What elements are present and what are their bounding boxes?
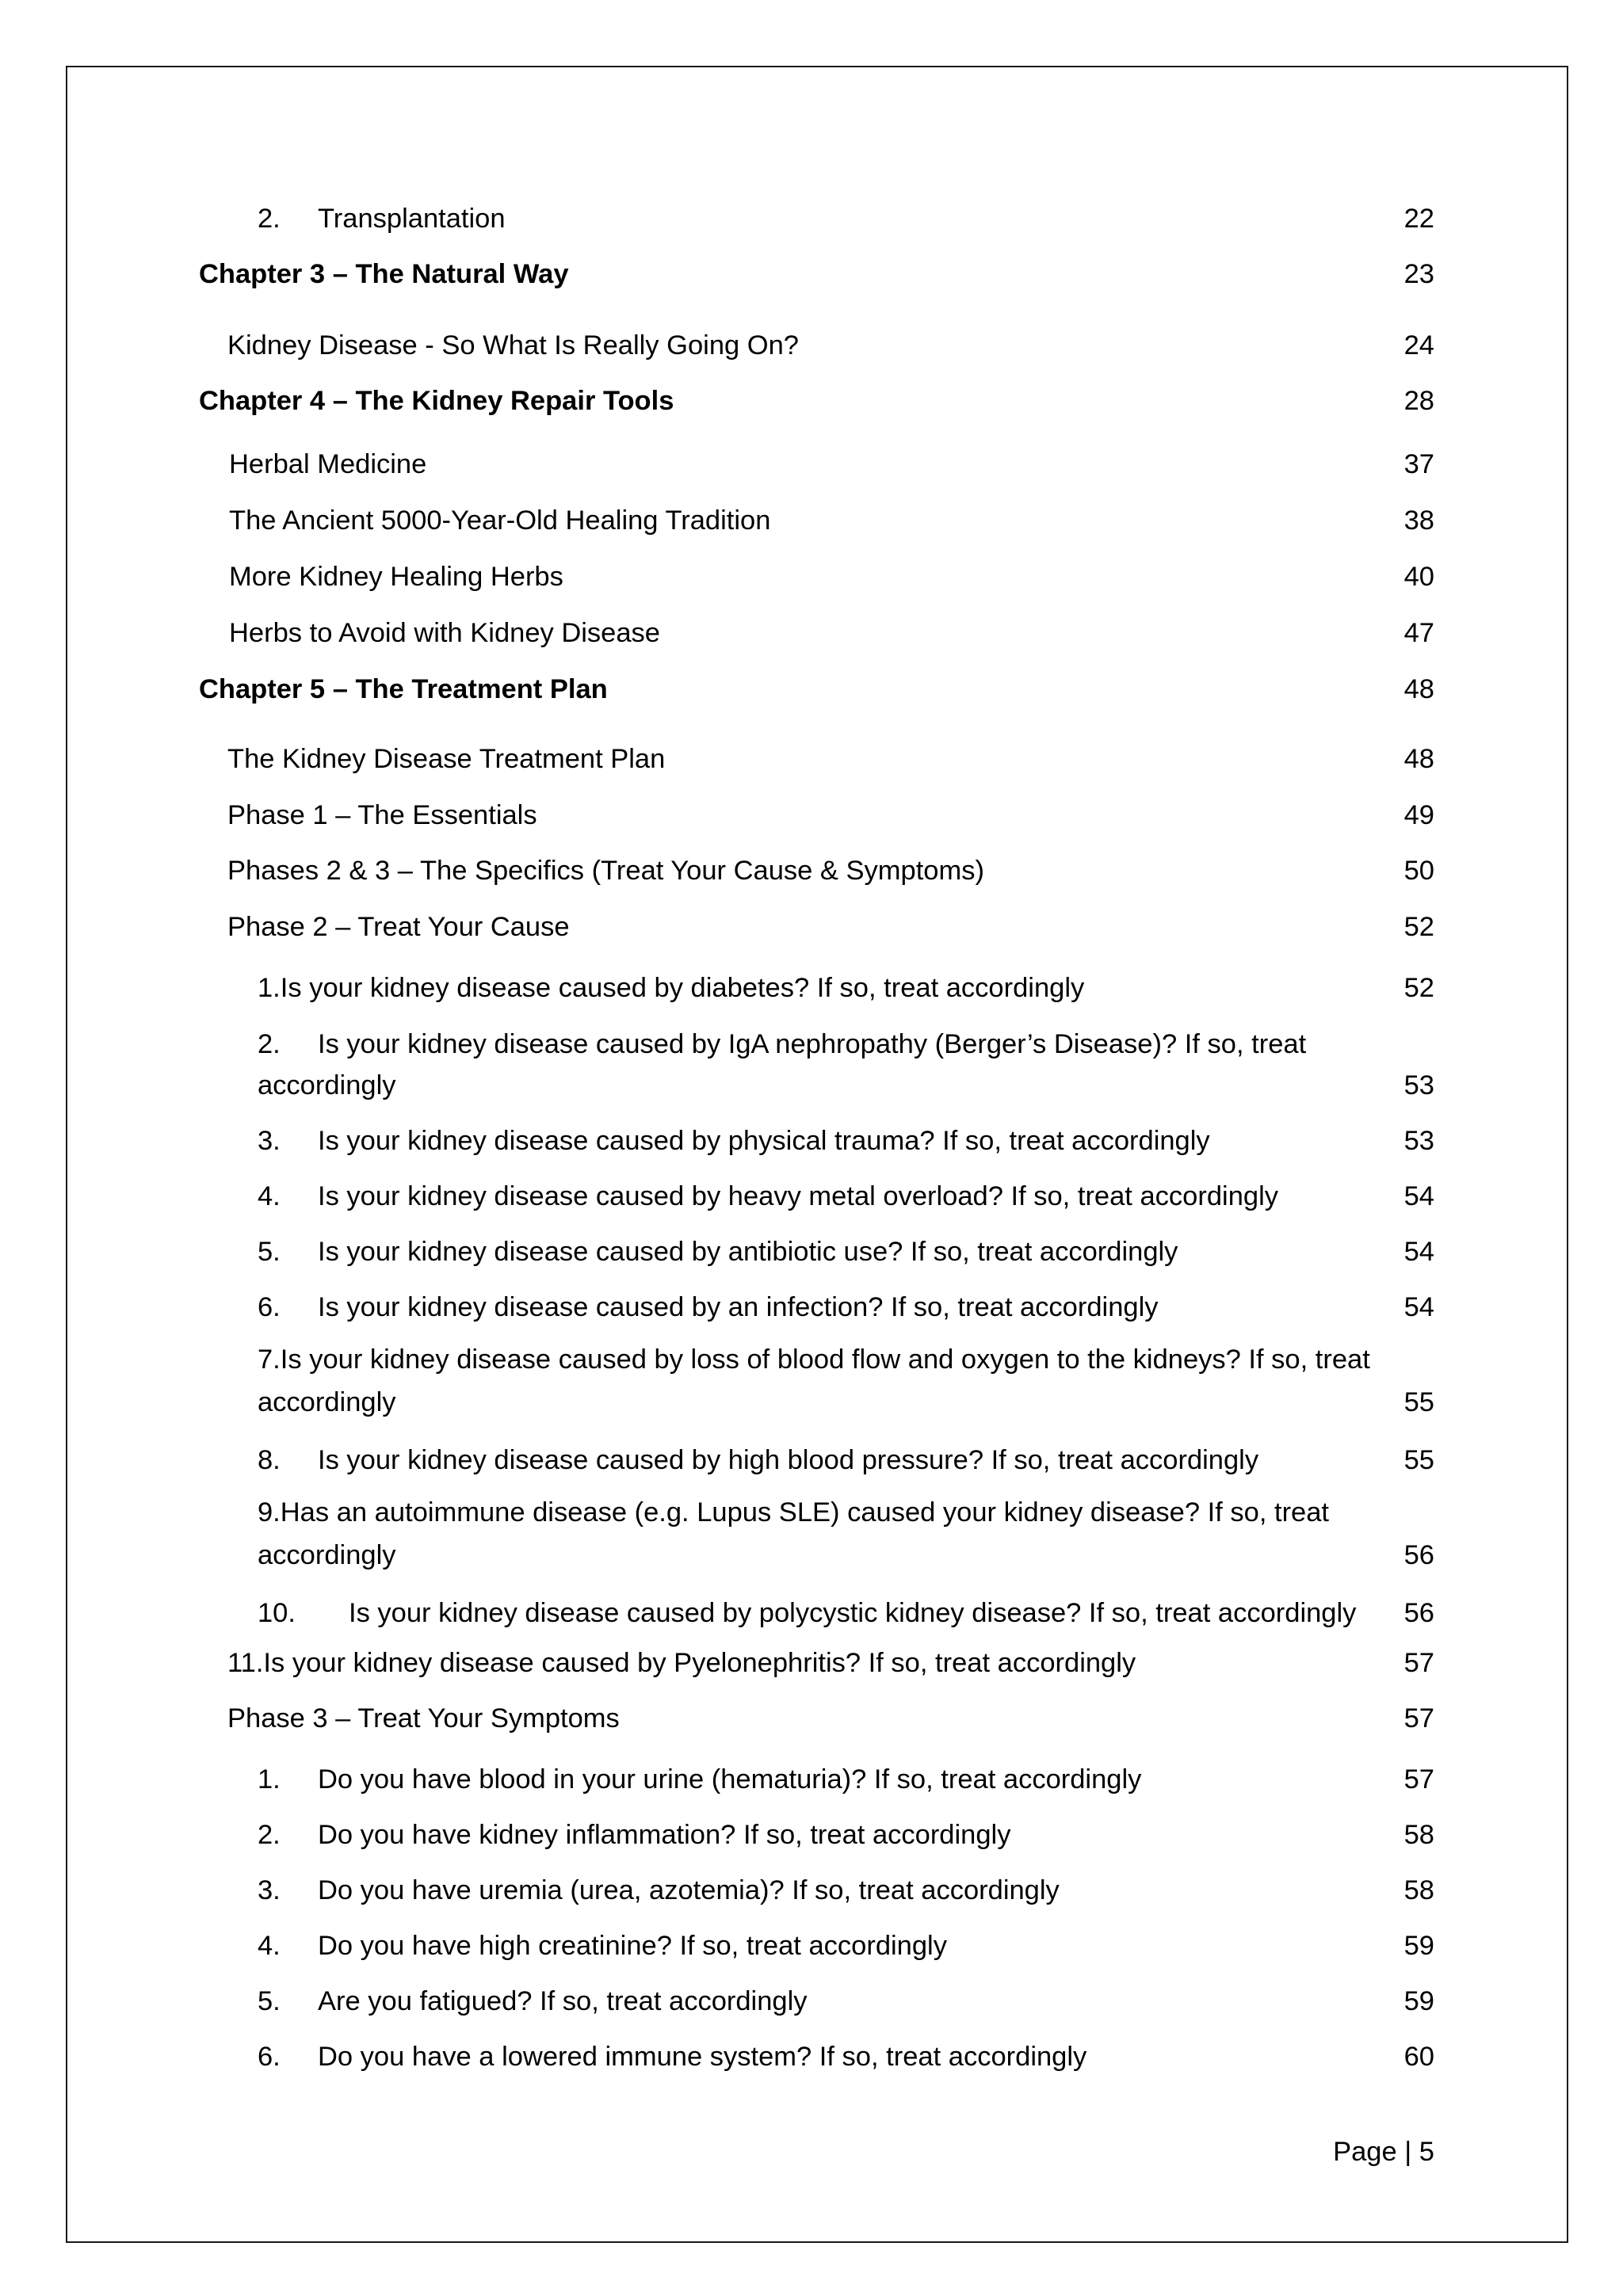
toc-page-number: 56 [1403,1540,1434,1570]
toc-entry-title: The Ancient 5000-Year-Old Healing Tradition [229,505,771,536]
toc-entry-title: Herbal Medicine [229,449,427,479]
toc-chapter-heading: Chapter 3 – The Natural Way [199,259,569,289]
toc-entry-fatigue [258,1985,808,2017]
toc-page-number: 28 [1403,386,1434,416]
toc-page-number: 57 [1403,1648,1434,1678]
toc-entry-number: 2. [258,204,281,234]
toc-page-number: 49 [1403,800,1434,830]
toc-entry-blood-pressure [258,1444,1258,1476]
toc-entry-number: 5. [258,1986,281,2016]
toc-entry-title: Kidney Disease - So What Is Really Going On? [227,330,799,360]
toc-entry-title: Do you have a lowered immune system? If so, treat accordingly [318,2042,1087,2072]
toc-entry-title: 7.Is your kidney disease caused by loss of blood flow and oxygen to the kidneys? If so, treat [258,1344,1370,1375]
toc-page-number: 57 [1403,1703,1434,1733]
toc-page-number: 37 [1403,449,1434,479]
toc-entry-title: 1.Is your kidney disease caused by diabetes? If so, treat accordingly [258,973,1085,1003]
toc-page-number: 59 [1403,1931,1434,1961]
toc-entry-title: Is your kidney disease caused by high blood pressure? If so, treat accordingly [318,1445,1259,1475]
toc-entry-title: Do you have uremia (urea, azotemia)? If so, treat accordingly [318,1875,1060,1905]
toc-entry-title: Phase 3 – Treat Your Symptoms [227,1703,620,1733]
toc-page-number: 56 [1403,1598,1434,1628]
toc-entry-antibiotic [258,1236,1178,1268]
toc-entry-title: 11.Is your kidney disease caused by Pyelonephritis? If so, treat accordingly [227,1648,1136,1678]
toc-page-number: 38 [1403,505,1434,536]
toc-page-number: 24 [1403,330,1434,360]
toc-entry-number: 6. [258,2042,281,2072]
toc-entry-number: 6. [258,1292,281,1322]
toc-entry-title: The Kidney Disease Treatment Plan [227,744,666,774]
toc-page-number: 60 [1403,2042,1434,2072]
toc-page-number: 52 [1403,912,1434,942]
toc-page-number: 58 [1403,1820,1434,1850]
toc-entry-title: Is your kidney disease caused by polycystic kidney disease? If so, treat accordingly [349,1598,1357,1628]
toc-entry-title: Transplantation [318,204,506,234]
toc-page-number: 50 [1403,856,1434,886]
toc-entry-polycystic [258,1597,1356,1629]
toc-page-number: 55 [1403,1387,1434,1417]
toc-entry-creatinine [258,1930,947,1962]
toc-entry-number: 10. [258,1598,296,1628]
toc-entry-number: 8. [258,1445,281,1475]
toc-page-number: 54 [1403,1181,1434,1211]
toc-entry-title: Is your kidney disease caused by heavy metal overload? If so, treat accordingly [318,1181,1278,1211]
toc-page-number: 54 [1403,1237,1434,1267]
toc-page-number: 48 [1403,674,1434,704]
toc-page-number: 54 [1403,1292,1434,1322]
toc-entry-transplantation [258,203,506,235]
toc-entry-title: Is your kidney disease caused by antibiotic use? If so, treat accordingly [318,1237,1178,1267]
toc-entry-title: Do you have kidney inflammation? If so, treat accordingly [318,1820,1011,1850]
toc-entry-inflammation [258,1819,1010,1851]
toc-entry-title: Phase 1 – The Essentials [227,800,537,830]
toc-entry-number: 3. [258,1126,281,1156]
toc-chapter-heading: Chapter 5 – The Treatment Plan [199,674,608,704]
toc-entry-continuation: accordingly [258,1070,396,1100]
toc-entry-title: Is your kidney disease caused by physical trauma? If so, treat accordingly [318,1126,1210,1156]
toc-entry-number: 2. [258,1820,281,1850]
toc-page-number: 58 [1403,1875,1434,1905]
toc-page-number: 40 [1403,562,1434,592]
toc-entry-trauma [258,1125,1210,1157]
toc-entry-title: 9.Has an autoimmune disease (e.g. Lupus SLE) caused your kidney disease? If so, treat [258,1497,1330,1527]
toc-entry-title: Phases 2 & 3 – The Specifics (Treat Your Cause & Symptoms) [227,856,984,886]
toc-entry-title: Are you fatigued? If so, treat accordingly [318,1986,808,2016]
toc-entry-number: 3. [258,1875,281,1905]
toc-entry-number: 4. [258,1181,281,1211]
toc-page-number: 55 [1403,1445,1434,1475]
page-footer: Page | 5 [1333,2137,1434,2167]
toc-page-number: 57 [1403,1764,1434,1794]
toc-entry-immune [258,2041,1086,2073]
toc-page-number: 52 [1403,973,1434,1003]
toc-entry-number: 1. [258,1764,281,1794]
toc-entry-iga [258,1028,1306,1060]
toc-entry-heavy-metal [258,1180,1278,1212]
toc-entry-number: 5. [258,1237,281,1267]
toc-page-number: 47 [1403,618,1434,648]
toc-entry-title: Is your kidney disease caused by IgA nephropathy (Berger’s Disease)? If so, treat [318,1029,1307,1059]
toc-entry-title: Is your kidney disease caused by an infection? If so, treat accordingly [318,1292,1159,1322]
toc-page-number: 53 [1403,1070,1434,1100]
toc-page-number: 22 [1403,204,1434,234]
toc-entry-infection [258,1291,1159,1323]
toc-entry-title: Herbs to Avoid with Kidney Disease [229,618,660,648]
toc-page-number: 53 [1403,1126,1434,1156]
toc-entry-continuation: accordingly [258,1540,396,1570]
toc-entry-continuation: accordingly [258,1387,396,1417]
toc-page-number: 59 [1403,1986,1434,2016]
toc-entry-number: 2. [258,1029,281,1059]
toc-entry-title: Do you have high creatinine? If so, treat accordingly [318,1931,947,1961]
toc-entry-hematuria [258,1764,1141,1795]
toc-entry-number: 4. [258,1931,281,1961]
toc-entry-uremia [258,1875,1060,1906]
toc-entry-title: Phase 2 – Treat Your Cause [227,912,570,942]
toc-page-number: 48 [1403,744,1434,774]
toc-entry-title: Do you have blood in your urine (hematuria)? If so, treat accordingly [318,1764,1142,1794]
toc-page-number: 23 [1403,259,1434,289]
toc-entry-title: More Kidney Healing Herbs [229,562,563,592]
toc-chapter-heading: Chapter 4 – The Kidney Repair Tools [199,386,674,416]
